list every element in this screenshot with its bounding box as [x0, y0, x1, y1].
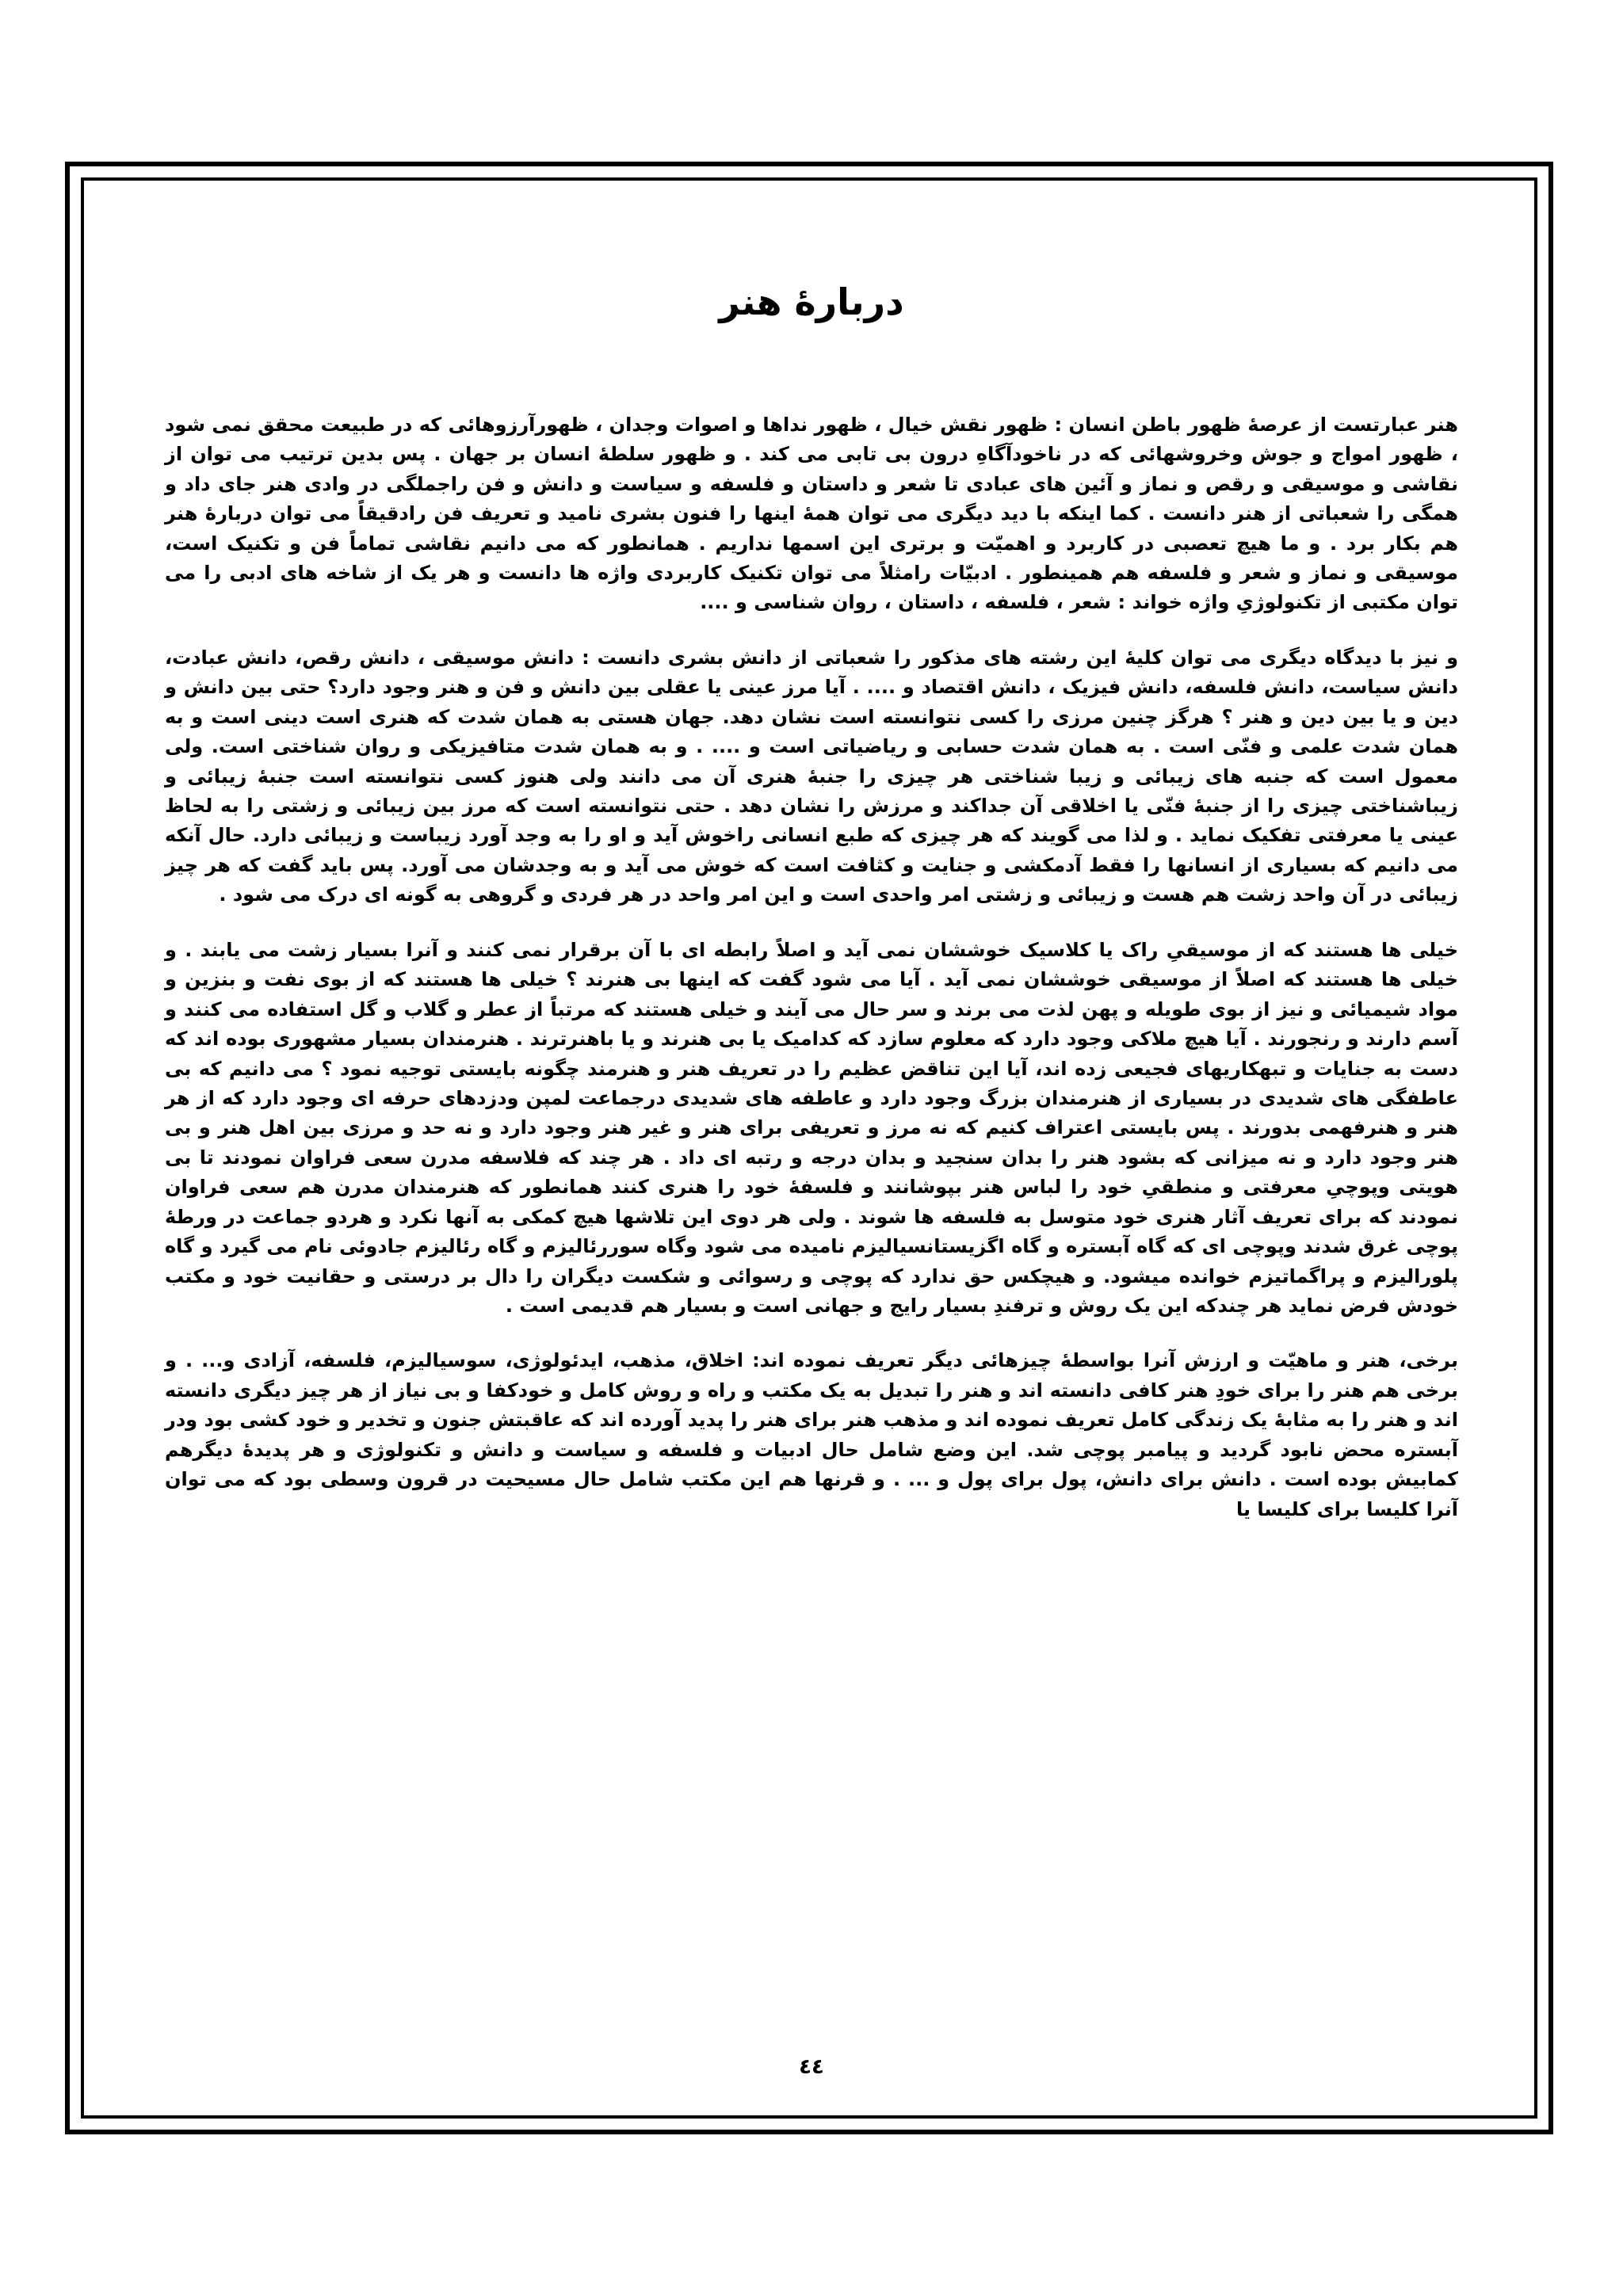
paragraph-4: برخی، هنر و ماهیّت و ارزش آنرا بواسطهٔ چیزهائی دیگر تعریف نموده اند: اخلاق، مذهب، ایدئولوژی، سوسیالیزم، فلسفه، آزادی و... . و برخی هم هنر را برای خودِ هنر کافی دانسته اند و هنر را تبدیل به یک مکتب و راه و روش کامل و خودکفا و بی نیاز از هر چیز دیگری دانسته اند و هنر را به مثابهٔ یک زندگی کامل تعریف نموده اند و مذهب هنر برای هنر را پدید آورده اند که عاقبتش جنون و تخدیر و خود کشی بود ودر آبستره محض نابود گردید و پیامبر پوچی شد. این وضع شامل حال ادبیات و فلسفه و سیاست و دانش و تکنولوژی و هر پدیدهٔ دیگرهم کمابیش بوده است . دانش برای دانش، پول برای پول و ... . و قرنها هم این مکتب شامل حال مسیحیت در قرون وسطی بود که می توان آنرا کلیسا برای کلیسا یا	[165, 1349, 1458, 1520]
page-number: ٤٤	[799, 2055, 824, 2079]
paragraph-1: هنر عبارتست از عرصهٔ ظهور باطن انسان : ظهور نقش خیال ، ظهور نداها و اصوات وجدان ، ظهورآرزوهائی که در طبیعت محقق نمی شود ، ظهور امواج و جوش وخروشهائی که در ناخودآگاهِ درون بی تابی می کند . و ظهور سلطهٔ انسان بر جهان . پس بدین ترتیب می توان از نقاشی و موسیقی و رقص و نماز و آئین های عبادی تا شعر و داستان و فلسفه و سیاست و دانش و فن راجملگی در وادی هنر جای داد و همگی را شعباتی از هنر دانست . کما اینکه با دید دیگری می توان همهٔ اینها را فنون بشری نامید و تعریف فن رادقیقاً می توان دربارهٔ هنر هم بکار برد . و ما هیچ تعصبی در کاربرد و اهمیّت و برتری این اسمها نداریم . همانطور که می دانیم نقاشی تماماً فن و تکنیک است، موسیقی و نماز و شعر و فلسفه هم همینطور . ادبیّات رامثلاً می توان تکنیک کاربردی واژه ها دانست و هر یک از شاخه های ادبی را می توان مکتبی از تکنولوژیِ واژه خواند : شعر ، فلسفه ، داستان ، روان شناسی و ....	[165, 413, 1458, 614]
paragraph-3: خیلی ها هستند که از موسیقیِ راک یا کلاسیک خوششان نمی آید و اصلاً رابطه ای با آن برقرار نمی کنند و آنرا بسیار زشت می یابند . و خیلی ها هستند که اصلاً از موسیقی خوششان نمی آید . آیا می شود گفت که اینها بی هنرند ؟ خیلی ها هستند که از بوی نفت و بنزین و مواد شیمیائی و نیز از بوی طویله و پهن لذت می برند و سر حال می آیند و خیلی هستند که مرتباً از عطر و گلاب و گل استفاده می کنند و آسم دارند و رنجورند . آیا هیچ ملاکی وجود دارد که معلوم سازد که کدامیک یا بی هنرند و یا باهنرترند . هنرمندان بسیار مشهوری بوده اند که دست به جنایات و تبهکاریهای فجیعی زده اند، آیا این تناقض عظیم را در تعریف هنر و هنرمند چگونه بایستی توجیه نمود ؟ می دانیم که بی عاطفگی های شدیدی در بسیاری از هنرمندان بزرگ وجود دارد و عاطفه های شدیدی درجماعت لمپن ودزدهای حرفه ای وجود دارد که از هر هنر و هنرفهمی بدورند . پس بایستی اعتراف کنیم که نه مرز و تعریفی برای هنر و غیر هنر وجود دارد و نه حد و مرزی بین اهل هنر و بی هنر وجود دارد و نه میزانی که بشود هنر را بدان سنجید و بدان درجه و رتبه ای داد . هر چند که فلاسفه مدرن سعی فراوان نمودند تا بی هویتی وپوچیِ معرفتی و منطقیِ خود را لباس هنر بپوشانند و فلسفهٔ خود را هنری کنند همانطور که هنرمندان مدرن هم سعی فراوان نمودند که برای تعریف آثار هنری خود متوسل به فلسفه ها شوند . ولی هر دوی این تلاشها هیچ کمکی به آنها نکرد و هردو جماعت در ورطهٔ پوچی غرق شدند وپوچی ای که گاه آبستره و گاه اگزیستانسیالیزم نامیده می شود وگاه سوررئالیزم و گاه رئالیزم جادوئی نام می گیرد و گاه پلورالیزم و پراگماتیزم خوانده میشود. و هیچکس حق ندارد که پوچی و رسوائی و شکست دیگران را دال بر درستی و حقانیت خود و مکتب خودش فرض نماید هر چندکه این یک روش و ترفندِ بسیار رایج و جهانی است و بسیار هم قدیمی است .	[165, 938, 1458, 1318]
paragraph-2: و نیز با دیدگاه دیگری می توان کلیهٔ این رشته های مذکور را شعباتی از دانش بشری دانست : دانش موسیقی ، دانش رقص، دانش عبادت، دانش سیاست، دانش فلسفه، دانش فیزیک ، دانش اقتصاد و .... . آیا مرز عینی یا عقلی بین دانش و فن و هنر وجود دارد؟ حتی بین دانش و دین و یا بین دین و هنر ؟ هرگز چنین مرزی را کسی نتوانسته است نشان دهد. جهان هستی به همان شدت که هنری است دینی است و به همان شدت علمی و فنّی است . به همان شدت حسابی و ریاضیاتی است و .... . و به همان شدت متافیزیکی و روان شناختی است. ولی معمول است که جنبه های زیبائی و زیبا شناختی هر چیزی را جنبهٔ هنری آن می دانند ولی هنوز کسی نتوانسته است جنبهٔ زیبائی و زیباشناختی چیزی را از جنبهٔ فنّی یا اخلاقی آن جداکند و مرزش را نشان دهد . حتی نتوانسته است که مرز بین زیبائی و زشتی را به لحاظ عینی یا معرفتی تفکیک نماید . و لذا می گویند که هر چیزی که طبع انسانی راخوش آید و او را به وجد آورد زیباست و زیبائی دارد. حال آنکه می دانیم که بسیاری از انسانها را فقط آدمکشی و جنایت و کثافت است که خوش می آید و به وجدشان می آورد. پس باید گفت که هر چیز زیبائی در آن واحد زشت هم هست و زیبائی و زشتی امر واحدی است و این امر واحد در هر فردی و گروهی به گونه ای درک می شود .	[165, 646, 1458, 906]
page-content	[165, 238, 1458, 2084]
page-title: دربارهٔ هنر	[719, 280, 904, 323]
